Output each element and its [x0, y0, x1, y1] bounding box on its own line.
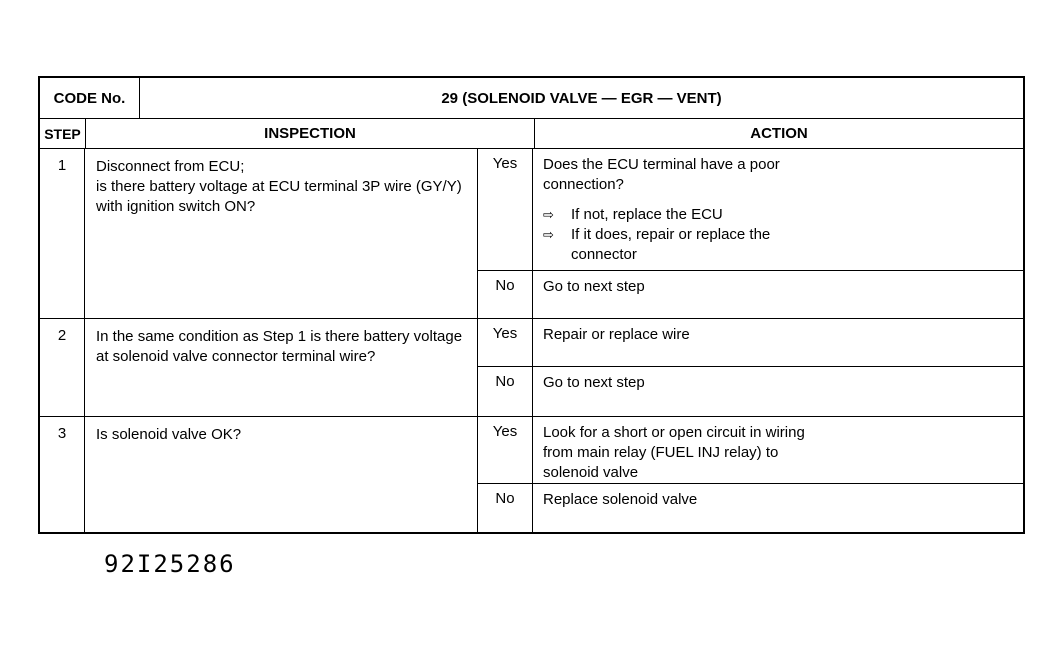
yes-action-text: Does the ECU terminal have a poor connection? [543, 156, 780, 193]
answer-row-yes [477, 149, 1023, 271]
step-number: 3 [40, 417, 85, 532]
step-inspection [85, 319, 477, 415]
bullet-text: If not, replace the ECU [571, 206, 723, 223]
column-header-row [40, 119, 1023, 149]
yes-label: Yes [477, 319, 533, 366]
no-label: No [477, 271, 533, 318]
arrow-right-icon: ⇨ [543, 207, 554, 222]
step-answers [477, 417, 1023, 532]
no-label: No [477, 367, 533, 416]
step-answers [477, 319, 1023, 416]
answer-row-no [477, 367, 1023, 416]
bullet-item [543, 205, 1013, 225]
bullet-text: If it does, repair or replace the connector [571, 226, 771, 263]
yes-action [533, 149, 1023, 270]
yes-label: Yes [477, 417, 533, 483]
code-label: CODE No. [40, 78, 140, 118]
yes-action-text: Look for a short or open circuit in wiring from main relay (FUEL INJ relay) to solenoid valve [543, 424, 805, 481]
column-header-action: ACTION [750, 125, 808, 142]
step-answers [477, 149, 1023, 318]
no-label: No [477, 484, 533, 532]
step-inspection [85, 417, 477, 531]
step-number: 1 [40, 149, 85, 318]
step-inspection [85, 149, 477, 317]
diagnostic-table [38, 76, 1025, 534]
step-number: 2 [40, 319, 85, 416]
action-bullets [543, 205, 1013, 265]
answer-row-yes [477, 417, 1023, 484]
code-value: 29 (SOLENOID VALVE — EGR — VENT) [441, 89, 722, 107]
inspection-text: Disconnect from ECU; is there battery voltage at ECU terminal 3P wire (GY/Y) with ignition switch ON? [96, 158, 462, 215]
no-action: Go to next step [543, 374, 645, 391]
step-row-3 [40, 417, 1023, 532]
answer-row-yes [477, 319, 1023, 367]
code-header-row [40, 78, 1023, 119]
yes-action: Repair or replace wire [543, 326, 690, 343]
answer-row-no [477, 484, 1023, 532]
inspection-text: In the same condition as Step 1 is there battery voltage at solenoid valve connector terminal wire? [96, 328, 463, 365]
inspection-text: Is solenoid valve OK? [96, 426, 242, 443]
step-row-1 [40, 149, 1023, 319]
step-row-2 [40, 319, 1023, 417]
figure-code: 92I25286 [104, 550, 236, 578]
answer-row-no [477, 271, 1023, 318]
no-action: Go to next step [543, 278, 645, 295]
arrow-right-icon: ⇨ [543, 227, 554, 242]
column-header-inspection: INSPECTION [86, 119, 535, 148]
column-header-step: STEP [40, 119, 86, 148]
yes-label: Yes [477, 149, 533, 270]
bullet-item [543, 225, 1013, 265]
no-action: Replace solenoid valve [543, 491, 698, 508]
yes-action [533, 417, 1023, 483]
